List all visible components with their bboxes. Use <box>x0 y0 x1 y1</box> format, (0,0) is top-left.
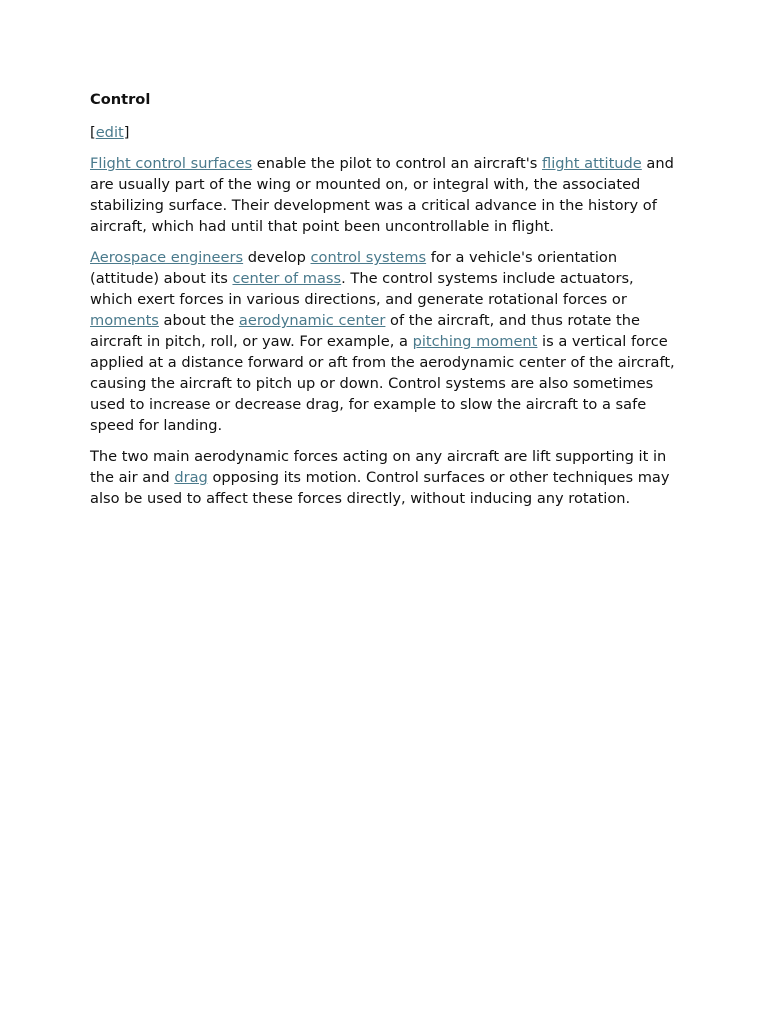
paragraph-3-text-1: The two main aerodynamic forces acting on any aircraft are lift supporting it in the air and <box>90 448 667 486</box>
link-center-of-mass[interactable]: center of mass <box>232 270 342 287</box>
paragraph-2-text-3: . The control systems include actuators, which exert forces in various directions, and generate rotational forces or <box>90 270 634 308</box>
paragraph-2-text-6: is a vertical force applied at a distance forward or aft from the aerodynamic center of the aircraft, causing the aircraft to pitch up or down. Control systems are also sometimes used to increase or decrease drag, for example to slow the aircraft to a safe speed for landing. <box>90 333 675 434</box>
paragraph-2-text-1: develop <box>243 249 311 266</box>
link-control-systems[interactable]: control systems <box>310 249 427 266</box>
link-pitching-moment[interactable]: pitching moment <box>412 333 538 350</box>
paragraph-2 <box>90 247 680 436</box>
paragraph-3 <box>90 446 680 509</box>
link-flight-attitude[interactable]: flight attitude <box>542 155 642 172</box>
paragraph-1-text-2: and are usually part of the wing or mounted on, or integral with, the associated stabilizing surface. Their development was a critical advance in the history of aircraft, which had until that point been uncontrollable in flight. <box>90 155 674 235</box>
paragraph-2-text-4: about the <box>158 312 239 329</box>
link-drag[interactable]: drag <box>174 469 208 486</box>
section-heading: Control <box>90 91 151 108</box>
paragraph-3-text-2: opposing its motion. Control surfaces or other techniques may also be used to affect these forces directly, without inducing any rotation. <box>90 469 670 507</box>
edit-link[interactable]: edit <box>95 124 124 141</box>
paragraph-2-text-5: of the aircraft, and thus rotate the aircraft in pitch, roll, or yaw. For example, a <box>90 312 640 350</box>
article-section <box>90 88 680 519</box>
link-flight-control-surfaces[interactable]: Flight control surfaces <box>90 155 253 172</box>
edit-open-bracket: [ <box>90 124 96 141</box>
edit-close-bracket: ] <box>123 124 130 141</box>
link-aerospace-engineers[interactable]: Aerospace engineers <box>90 249 244 266</box>
paragraph-1-text-1: enable the pilot to control an aircraft's <box>252 155 542 172</box>
link-aerodynamic-center[interactable]: aerodynamic center <box>238 312 386 329</box>
paragraph-2-text-2: for a vehicle's orientation (attitude) about its <box>90 249 618 287</box>
paragraph-1 <box>90 153 680 237</box>
edit-section-link <box>90 122 680 143</box>
link-moments[interactable]: moments <box>90 312 159 329</box>
